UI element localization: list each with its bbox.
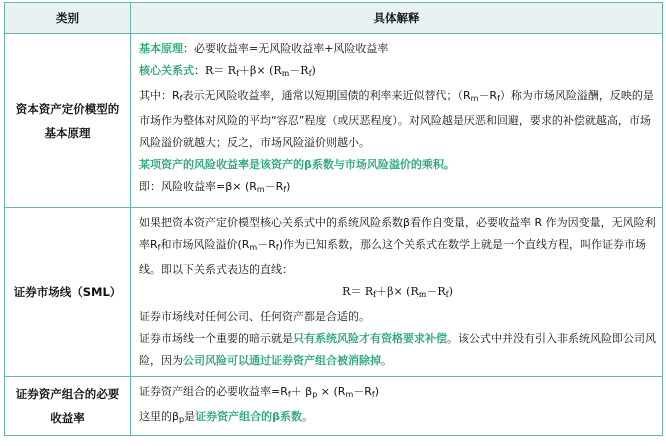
p3a: 证券市场线一个重要的暗示就是	[139, 332, 293, 345]
p3-highlight2: 公司风险可以通过证券资产组合被消除掉	[183, 354, 381, 367]
capm-core	[139, 60, 656, 85]
capm-core-label: 核心关系式	[139, 64, 194, 77]
portfolio-line1	[139, 381, 656, 406]
pl1-sub2: p	[312, 390, 318, 399]
f2a: 即：风险收益率=β× (R	[139, 180, 257, 193]
row-portfolio	[5, 377, 663, 436]
capm-title	[5, 34, 131, 208]
capm-title-line1: 资本资产定价模型的	[15, 101, 120, 116]
capm-title-line2: 基本原理	[44, 125, 91, 140]
pl1b: ＋ β	[290, 385, 313, 398]
eqa: R＝ R	[342, 285, 374, 298]
header-category: 类别	[5, 3, 131, 34]
f2b: －R	[264, 180, 284, 193]
capm-basic-text: ：必要收益率=无风险收益率+风险收益率	[183, 42, 389, 55]
pl2-sub: p	[179, 415, 185, 424]
header-row	[5, 3, 663, 34]
capm-body	[131, 34, 663, 208]
p1d: )作为已知系数，那么这个关系式在数学上就是一个直线方程，叫作证券市场线。即以下关系式表达的直线：	[139, 238, 646, 276]
row-sml	[5, 208, 663, 377]
capm-basic-label: 基本原理	[139, 42, 183, 55]
eq-sub2: m	[418, 290, 427, 299]
desc-c: －R	[478, 89, 498, 102]
sml-body	[131, 208, 663, 377]
portfolio-title-line2: 收益率	[50, 411, 85, 425]
header-explanation: 具体解释	[131, 3, 663, 34]
pl2-highlight: 证券资产组合的β系数	[195, 410, 302, 423]
f2c: )	[286, 180, 291, 193]
portfolio-title-line1: 证券资产组合的必要	[15, 387, 120, 401]
pl1-sub3: m	[345, 390, 354, 399]
eq-sub1: f	[373, 290, 377, 299]
p1-sub3: f	[275, 243, 279, 252]
f1-sub3: f	[308, 69, 312, 78]
capm-description	[139, 85, 656, 154]
pl2b: 是	[184, 410, 196, 423]
sml-para3	[139, 328, 656, 372]
eqb: ＋β× (R	[376, 285, 419, 298]
portfolio-line2	[139, 406, 656, 431]
p3-highlight1: 只有系统风险才有资格要求补偿	[293, 332, 447, 345]
p3c: 。	[381, 354, 392, 367]
sml-para2: 证券市场线对任何公司、任何资产都是合适的。	[139, 310, 370, 323]
desc-sub2: m	[470, 94, 479, 103]
row-capm	[5, 34, 663, 208]
p1-sub2: m	[249, 243, 258, 252]
capm-formula2	[139, 176, 656, 201]
sml-equation	[139, 281, 656, 306]
sml-title: 证券市场线（SML）	[5, 208, 131, 377]
desc-a: 其中：R	[139, 89, 180, 102]
f2-sub1: m	[256, 185, 265, 194]
f1a: R＝ R	[205, 64, 237, 77]
capm-core-formula	[205, 64, 316, 77]
pl1-sub1: f	[287, 390, 291, 399]
capm-basic	[139, 38, 656, 60]
f1b: ＋β× (R	[239, 64, 282, 77]
f1-sub2: m	[281, 69, 290, 78]
p1b: 和市场风险溢价(R	[160, 238, 250, 251]
f2-sub2: f	[283, 185, 287, 194]
capm-core-sep: ：	[194, 64, 205, 77]
f1-sub1: f	[236, 69, 240, 78]
capm-highlight: 某项资产的风险收益率是该资产的β系数与市场风险溢价的乘积。	[139, 158, 455, 171]
desc-d: ）称为市场风险溢酬，反映的是市场作为整体对风险的平均“容忍”程度（或厌恶程度）。对风险越是厌恶和回避，要求的补偿就越高，市场风险溢价就越大；反之，市场风险溢价则越小。	[139, 89, 654, 149]
sml-para1	[139, 212, 656, 281]
content-wrapper	[4, 2, 662, 436]
desc-sub1: f	[179, 94, 183, 103]
p1-sub1: f	[157, 243, 161, 252]
desc-sub3: f	[497, 94, 500, 103]
p3b: 。该公式中并没有引入非系统风险即公司风险，因为	[139, 332, 656, 367]
pl1e: )	[374, 385, 380, 398]
eqd: )	[448, 285, 453, 298]
pl1-sub4: f	[371, 390, 375, 399]
pl1a: 证券资产组合的必要收益率=R	[139, 385, 288, 398]
portfolio-title	[5, 377, 131, 436]
p1c: －R	[257, 238, 276, 251]
pl1c: × (R	[317, 385, 346, 398]
pl2a: 这里的β	[139, 410, 180, 423]
f1c: －R	[289, 64, 309, 77]
desc-b: 表示无风险收益率，通常以短期国债的利率来近似替代；（R	[182, 89, 471, 102]
pl1d: －R	[353, 385, 372, 398]
p1a: 如果把资本资产定价模型核心关系式中的系统风险系数β看作自变量，必要收益率 R 作为因变量，无风险利率R	[139, 216, 656, 251]
f1d: )	[311, 64, 316, 77]
eq-sub3: f	[445, 290, 449, 299]
eqc: －R	[426, 285, 446, 298]
pl2c: 。	[301, 410, 313, 423]
portfolio-body	[131, 377, 663, 436]
explanation-table	[4, 2, 663, 436]
